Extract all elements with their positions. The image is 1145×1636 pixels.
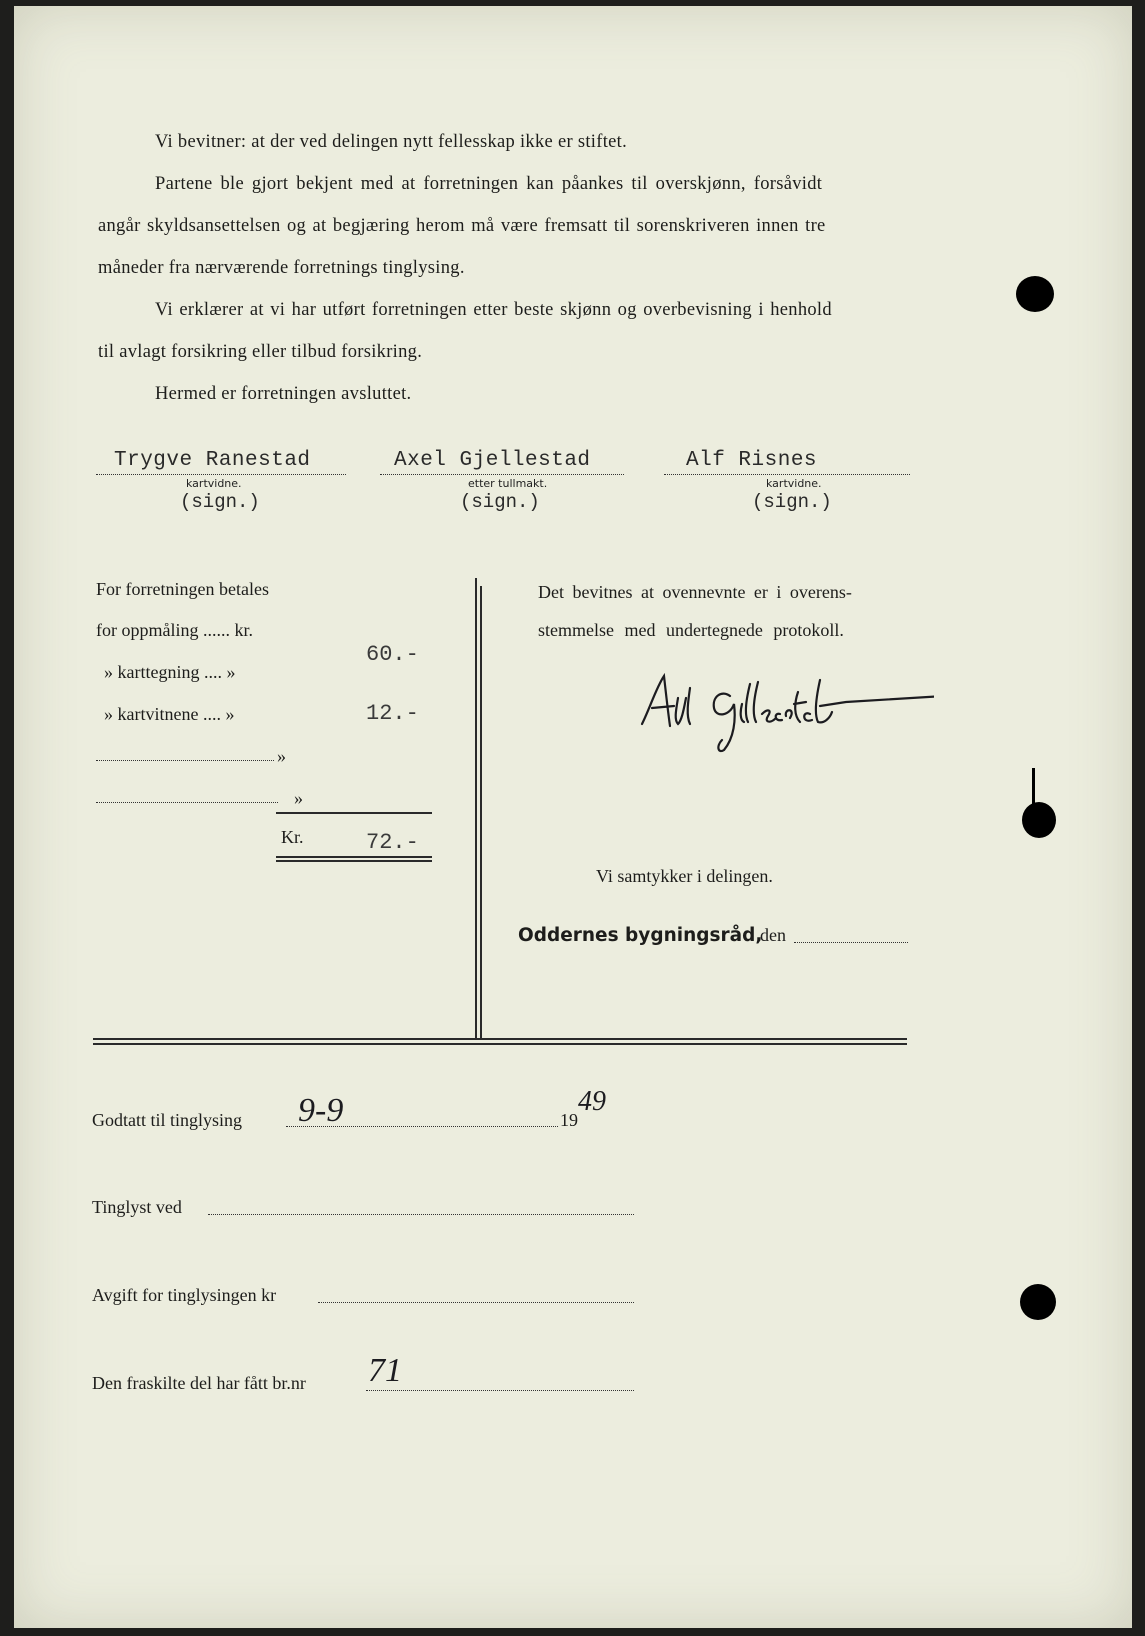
fee-row-label: » kartvitnene .... » — [104, 704, 235, 724]
blank-fee-mark: » — [277, 746, 286, 766]
signature-signed: (sign.) — [460, 491, 540, 513]
paragraph-line: Partene ble gjort bekjent med at forretningen kan påankes til overskjønn, forsåvidt — [155, 174, 823, 194]
consent-den: den — [760, 925, 786, 945]
binder-hole — [1016, 276, 1054, 312]
year-prefix: 19 — [560, 1110, 578, 1130]
fee-row-label: for oppmåling ...... kr. — [96, 620, 253, 640]
council-name: Oddernes bygningsråd, — [518, 925, 763, 946]
binder-hole — [1022, 802, 1056, 838]
binder-hole-tear — [1032, 768, 1035, 808]
godtatt-value: 9-9 — [298, 1092, 344, 1129]
paragraph-line: måneder fra nærværende forretnings tinglysing. — [98, 258, 465, 278]
signature-line — [664, 474, 910, 475]
year-suffix: 49 — [578, 1086, 606, 1117]
avgift-line — [318, 1302, 634, 1303]
signature-role: kartvidne. — [766, 477, 822, 490]
tinglyst-line — [208, 1214, 634, 1215]
vertical-divider — [475, 578, 477, 1038]
section-divider — [93, 1043, 907, 1045]
signature-signed: (sign.) — [180, 491, 260, 513]
paragraph-line: Vi erklærer at vi har utført forretningen etter beste skjønn og overbevisning i henhold — [155, 300, 832, 320]
section-divider — [93, 1038, 907, 1040]
document-page — [14, 6, 1132, 1628]
vertical-divider — [480, 586, 482, 1038]
total-rule — [276, 860, 432, 862]
blank-fee-line — [96, 760, 274, 761]
signature-name: Alf Risnes — [686, 449, 818, 472]
blank-fee-line — [96, 802, 278, 803]
total-label: Kr. — [281, 827, 304, 847]
fee-row-amount: 12.- — [366, 701, 419, 726]
protocol-line: stemmelse med undertegnede protokoll. — [538, 620, 844, 640]
signature-name: Trygve Ranestad — [114, 449, 311, 472]
paragraph-line: til avlagt forsikring eller tilbud forsikring. — [98, 342, 423, 362]
paragraph-line: Vi bevitner: at der ved delingen nytt fellesskap ikke er stiftet. — [155, 132, 628, 152]
signature-line — [380, 474, 624, 475]
blank-fee-mark: » — [294, 788, 303, 808]
total-rule — [276, 812, 432, 814]
fee-row-amount: 60.- — [366, 642, 419, 667]
paragraph-line: Hermed er forretningen avsluttet. — [155, 384, 412, 404]
protocol-line: Det bevitnes at ovennevnte er i overens- — [538, 582, 852, 602]
paragraph-line: angår skyldsansettelsen og at begjæring herom må være fremsatt til sorenskriveren innen tre — [98, 216, 826, 236]
fees-heading: For forretningen betales — [96, 579, 269, 599]
signature-line — [96, 474, 346, 475]
signature-signed: (sign.) — [752, 491, 832, 513]
godtatt-label: Godtatt til tinglysing — [92, 1110, 243, 1130]
consent-date-line — [794, 942, 908, 943]
signature-role: etter tullmakt. — [468, 477, 548, 490]
binder-hole — [1020, 1284, 1056, 1320]
handwritten-signature — [634, 668, 934, 758]
brnr-label: Den fraskilte del har fått br.nr — [92, 1373, 306, 1393]
avgift-label: Avgift for tinglysingen kr — [92, 1285, 277, 1305]
signature-name: Axel Gjellestad — [394, 449, 591, 472]
brnr-line — [366, 1390, 634, 1391]
consent-text: Vi samtykker i delingen. — [596, 866, 773, 886]
total-amount: 72.- — [366, 830, 419, 855]
brnr-value: 71 — [368, 1352, 402, 1389]
fee-row-label: » karttegning .... » — [104, 662, 236, 682]
signature-role: kartvidne. — [186, 477, 242, 490]
tinglyst-label: Tinglyst ved — [92, 1197, 182, 1217]
total-rule — [276, 856, 432, 858]
